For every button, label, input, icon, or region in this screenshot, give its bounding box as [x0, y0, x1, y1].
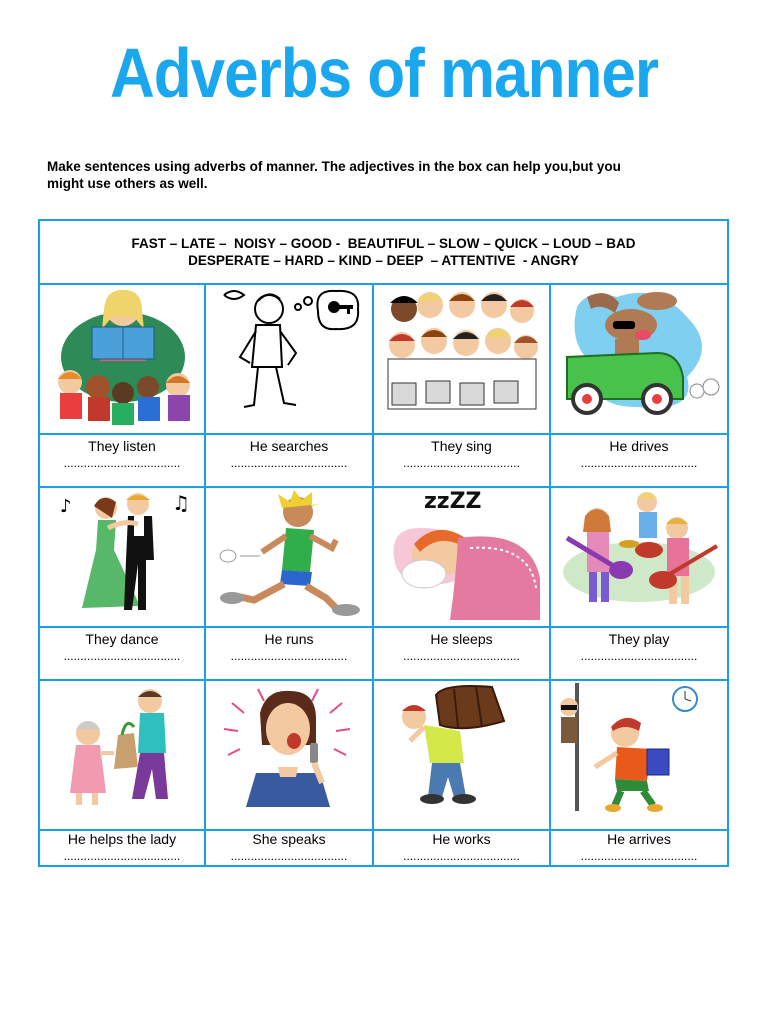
- word-box: [40, 221, 727, 285]
- shouting-woman-icon: [218, 683, 358, 808]
- exercise-cell: [206, 681, 372, 863]
- page-title: Adverbs of manner: [109, 35, 659, 113]
- answer-line[interactable]: ...................................: [403, 456, 520, 470]
- svg-text:zzZZ: zzZZ: [424, 489, 482, 514]
- searching-man-icon: [214, 287, 364, 412]
- exercise-cell: [551, 681, 727, 863]
- exercise-cell: [551, 285, 727, 486]
- storytelling-icon: [48, 287, 198, 427]
- answer-line[interactable]: ...................................: [63, 456, 181, 470]
- cell-caption: He works: [432, 831, 491, 847]
- answer-line[interactable]: ...................................: [63, 649, 181, 663]
- exercise-cell: [374, 488, 549, 679]
- word-box-line-2: DESPERATE – HARD – KIND – DEEP – ATTENTIVE - ANGRY: [188, 253, 579, 268]
- exercise-table: [38, 219, 729, 867]
- word-box-line-1: FAST – LATE – NOISY – GOOD - BEAUTIFUL – SLOW – QUICK – LOUD – BAD: [131, 236, 636, 251]
- cell-caption: She speaks: [252, 831, 326, 847]
- cell-caption: He sleeps: [430, 631, 493, 647]
- cell-caption: He runs: [264, 631, 314, 647]
- cell-caption: He drives: [609, 438, 669, 454]
- sleeping-man-icon: [380, 488, 545, 622]
- late-boy-icon: [555, 683, 720, 813]
- answer-line[interactable]: ...................................: [403, 849, 520, 863]
- exercise-cell: [40, 285, 204, 486]
- dancing-couple-icon: [54, 490, 194, 615]
- instructions-line-2: might use others as well.: [47, 176, 208, 191]
- answer-line[interactable]: ...................................: [63, 849, 181, 863]
- answer-line[interactable]: ...................................: [230, 456, 348, 470]
- exercise-cell: [40, 488, 204, 679]
- answer-line[interactable]: ...................................: [580, 849, 698, 863]
- exercise-cell: [206, 285, 372, 486]
- exercise-cell: [206, 488, 372, 679]
- choir-icon: [382, 287, 542, 417]
- cell-caption: He searches: [249, 438, 329, 454]
- exercise-cell: [40, 681, 204, 863]
- cell-caption: They play: [608, 631, 670, 647]
- instructions: [47, 158, 727, 192]
- exercise-cell: [374, 681, 549, 863]
- answer-line[interactable]: ...................................: [580, 649, 698, 663]
- cell-caption: They listen: [88, 438, 156, 454]
- band-icon: [557, 488, 722, 616]
- exercise-cell: [374, 285, 549, 486]
- cell-caption: He helps the lady: [67, 831, 177, 847]
- answer-line[interactable]: ...................................: [580, 456, 698, 470]
- helping-man-icon: [48, 683, 198, 811]
- cell-caption: They sing: [431, 438, 492, 454]
- driving-dog-icon: [557, 287, 722, 427]
- answer-line[interactable]: ...................................: [230, 849, 348, 863]
- carrying-man-icon: [384, 681, 544, 806]
- running-boy-icon: [214, 490, 369, 618]
- exercise-cell: [551, 488, 727, 679]
- instructions-line-1: Make sentences using adverbs of manner. The adjectives in the box can help you,but you: [47, 159, 621, 174]
- cell-caption: They dance: [85, 631, 159, 647]
- answer-line[interactable]: ...................................: [403, 649, 520, 663]
- cell-caption: He arrives: [607, 831, 671, 847]
- answer-line[interactable]: ...................................: [230, 649, 348, 663]
- svg-text:♫: ♫: [172, 491, 190, 515]
- svg-text:♪: ♪: [60, 496, 72, 517]
